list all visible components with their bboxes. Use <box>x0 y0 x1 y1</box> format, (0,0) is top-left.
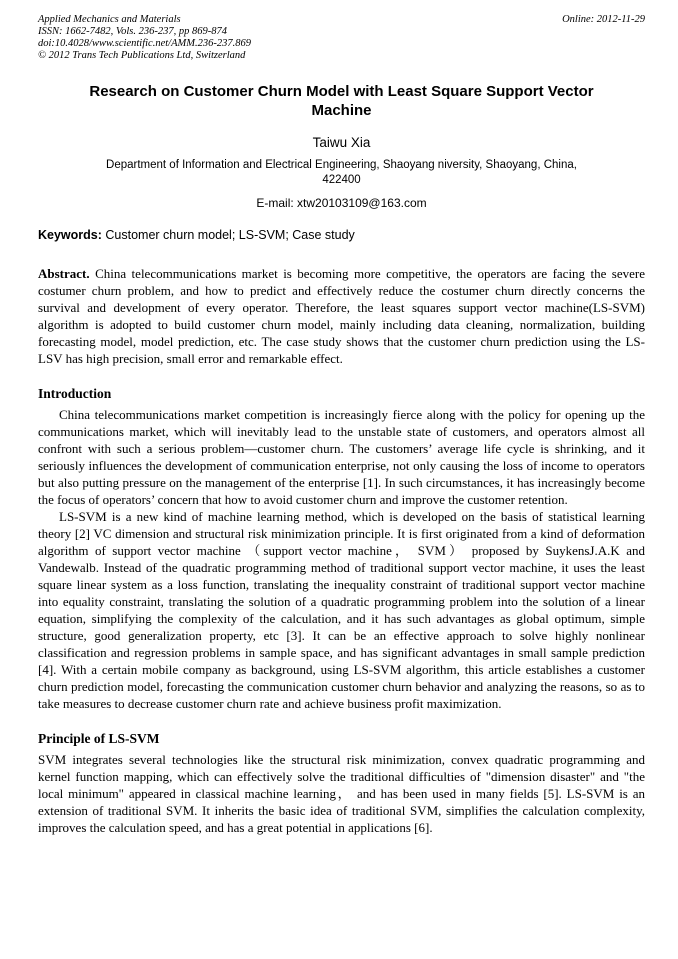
section-heading-principle-of-ls-svm: Principle of LS-SVM <box>38 731 160 746</box>
online-date: Online: 2012-11-29 <box>562 14 645 25</box>
issn-line: ISSN: 1662-7482, Vols. 236-237, pp 869-874 <box>38 26 227 37</box>
abstract-text: China telecommunications market is becoming more competitive, the operators are facing the severe costumer churn problem, and how to predict and effectively reduce the costumer churn directly concerns the survival and development of every operator. Therefore, the least squares support vector machine(LS-SVM) algorithm is adopted to build customer churn model, mainly including data cleaning, normalization, building forecasting model, model prediction, etc. The case study shows that the customer churn prediction using the LS-LSV has high precision, small error and remarkable effect. <box>38 266 645 366</box>
introduction-paragraph-2: LS-SVM is a new kind of machine learning method, which is developed on the basis of statistical learning theory [2] VC dimension and structural risk minimization principle. It is first originated from a kind of deformation algorithm of support vector machine （support vector machine， SVM） proposed by SuykensJ.A.K and Vandewalb. Instead of the quadratic programming method of traditional support vector machine, it uses the least square linear system as a loss function, translating the inequality constraint of traditional support vector machine into equality constraint, translating the solution of a quadratic programming problem into the solution of a linear equation, simplifying the complexity of the calculation, and it has such advantages as global optimum, simple structure, good generalization property, etc [3]. It can be an effective approach to solve highly nonlinear classification and regression problems in sample space, and has significant advantages in small sample prediction [4]. With a certain mobile company as background, using LS-SVM algorithm, this article establishes a customer churn prediction model, forecasting the communication customer churn behavior and analyzing the reasons, so as to take measures to decrease customer churn rate and achieve business profit maximization. <box>38 509 645 711</box>
doi-line: doi:10.4028/www.scientific.net/AMM.236-237.869 <box>38 38 251 49</box>
keywords-line <box>38 228 645 242</box>
abstract-paragraph <box>38 265 645 367</box>
keywords-label: Keywords: <box>38 228 102 242</box>
copyright-line: © 2012 Trans Tech Publications Ltd, Switzerland <box>38 50 246 61</box>
journal-header <box>38 14 645 62</box>
affiliation: Department of Information and Electrical Engineering, Shaoyang niversity, Shaoyang, China, 422400 <box>106 159 577 186</box>
keywords-value: Customer churn model; LS-SVM; Case study <box>105 228 355 242</box>
email-line: E-mail: xtw20103109@163.com <box>256 196 427 210</box>
journal-header-left <box>38 14 251 62</box>
journal-name: Applied Mechanics and Materials <box>38 14 181 25</box>
section-heading-introduction: Introduction <box>38 386 112 401</box>
author-name: Taiwu Xia <box>312 135 371 150</box>
paper-title: Research on Customer Churn Model with Least Square Support Vector Machine <box>89 83 594 119</box>
abstract-label: Abstract. <box>38 266 90 281</box>
principle-paragraph-1: SVM integrates several technologies like the structural risk minimization, convex quadratic programming and kernel function mapping, which can effectively solve the traditional difficulties of "dimension disaster" and "the local minimum" appeared in classical machine learning， and has been used in many fields [5]. LS-SVM is an extension of traditional SVM. It inherits the basic idea of traditional SVM, simplifies the calculation complexity, improves the calculation speed, and has a great potential in applications [6]. <box>38 752 645 835</box>
introduction-paragraph-1: China telecommunications market competition is increasingly fierce along with the policy for opening up the communications market, which will inevitably lead to the unstable state of customers, and operators almost all confront with such a serious problem—customer churn. The customers’ average life cycle is shrinking, and it seriously influences the development of communication enterprise, not only causing the loss of income to operators but also putting pressure on the management of the enterprise [1]. In such circumstances, it has increasingly become the focus of operators’ concern that how to avoid customer churn and improve the customer retention. <box>38 407 645 507</box>
